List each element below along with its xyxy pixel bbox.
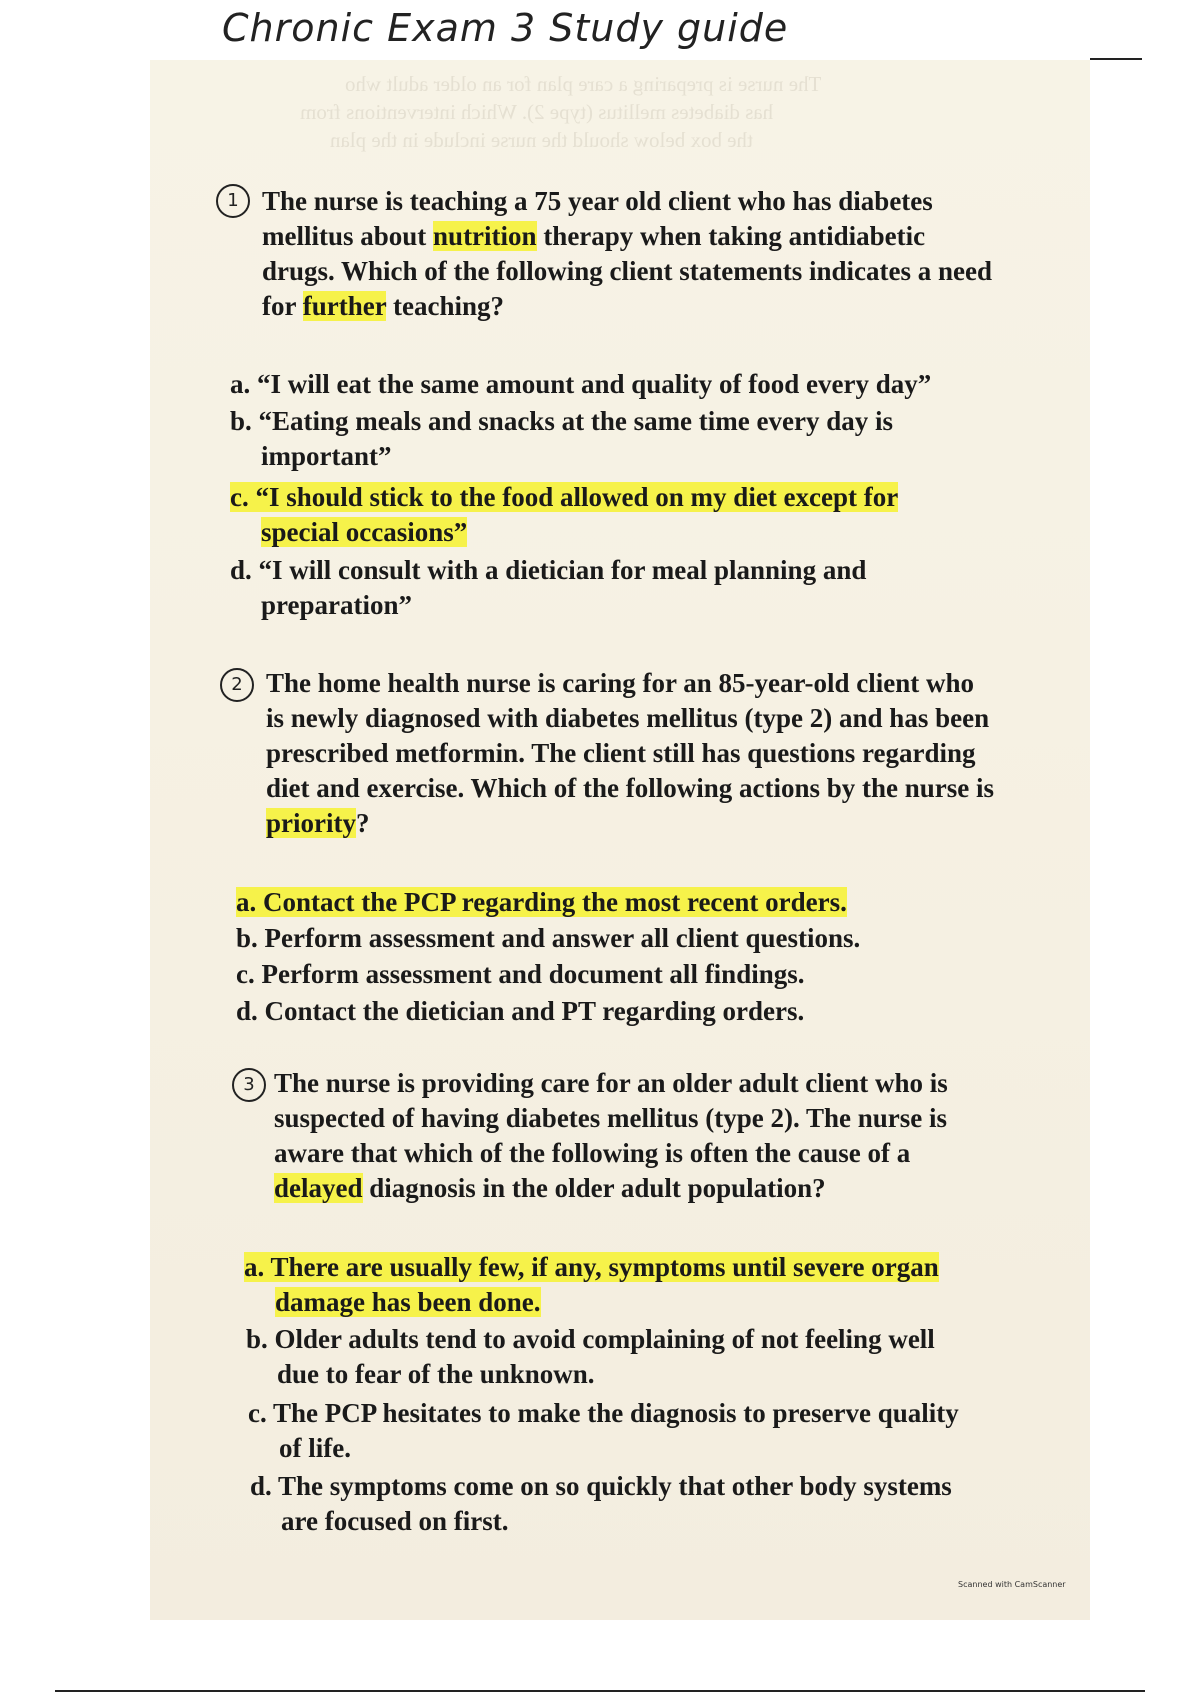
bleed-through-text: the box below should the nurse include in the plan [330, 128, 753, 152]
q3-option-b: b. Older adults tend to avoid complaining of not feeling well due to fear of the unknown. [246, 1324, 935, 1389]
q3-option-a: a. There are usually few, if any, symptoms until severe organ damage has been done. [244, 1252, 939, 1317]
question-2-stem: The home health nurse is caring for an 85-year-old client who is newly diagnosed with diabetes mellitus (type 2) and has been prescribed metformin. The client still has questions regarding diet and exercise. Which of the following actions by the nurse is priority? [266, 668, 995, 838]
page-title: Chronic Exam 3 Study guide [222, 6, 789, 50]
bleed-through-text: The nurse is preparing a care plan for an older adult who [345, 72, 822, 96]
q1-option-a: a. “I will eat the same amount and quality of food every day” [230, 369, 932, 399]
question-1-stem: The nurse is teaching a 75 year old client who has diabetes mellitus about nutrition therapy when taking antidiabetic drugs. Which of the following client statements indicates a need for further teaching? [262, 186, 992, 321]
top-rule [1090, 58, 1142, 60]
q1-option-c: c. “I should stick to the food allowed on my diet except for special occasions” [230, 482, 899, 547]
q3-option-d: d. The symptoms come on so quickly that other body systems are focused on first. [250, 1471, 952, 1536]
q1-option-d: d. “I will consult with a dietician for meal planning and preparation” [230, 555, 867, 620]
q2-option-d: d. Contact the dietician and PT regarding orders. [236, 996, 805, 1026]
question-3-stem: The nurse is providing care for an older adult client who is suspected of having diabetes mellitus (type 2). The nurse is aware that which of the following is often the cause of a delayed diagnosis in the older adult population? [274, 1068, 948, 1203]
scanner-watermark: Scanned with CamScanner [958, 1580, 1066, 1589]
question-number-2: 2 [220, 668, 254, 702]
q2-option-b: b. Perform assessment and answer all client questions. [236, 923, 861, 953]
bleed-through-text: has diabetes mellitus (type 2). Which interventions from [300, 100, 774, 124]
q1-option-b: b. “Eating meals and snacks at the same time every day is important” [230, 406, 893, 471]
q2-option-c: c. Perform assessment and document all findings. [236, 959, 805, 989]
bottom-rule [55, 1690, 1145, 1692]
question-number-1: 1 [216, 184, 250, 218]
question-number-3: 3 [232, 1068, 266, 1102]
q2-option-a: a. Contact the PCP regarding the most recent orders. [236, 887, 847, 917]
q3-option-c: c. The PCP hesitates to make the diagnosis to preserve quality of life. [248, 1398, 959, 1463]
